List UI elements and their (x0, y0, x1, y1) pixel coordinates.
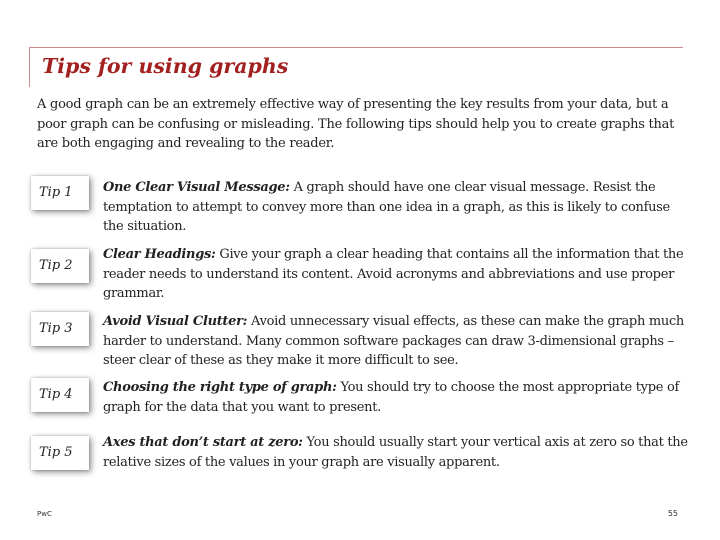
tip-3-text (103, 312, 693, 371)
tip-5-text (103, 433, 693, 472)
tip-3-heading: Avoid Visual Clutter: (103, 314, 248, 329)
tip-5-body: You should usually start your vertical axis at zero so that the relative sizes of the values in your graph are visually apparent. (103, 435, 688, 470)
tip-5-label: Tip 5 (31, 436, 89, 470)
tip-4-body: You should try to choose the most appropriate type of graph for the data that you want to present. (103, 380, 679, 415)
tip-1-text (103, 178, 693, 237)
tip-2-label: Tip 2 (31, 249, 89, 283)
tip-2-text (103, 245, 693, 304)
title-frame-left-rule (29, 47, 30, 87)
page-number: 55 (667, 509, 678, 518)
tip-2-heading: Clear Headings: (103, 247, 216, 262)
tip-4-text (103, 378, 693, 417)
tip-5-heading: Axes that don’t start at zero: (103, 435, 303, 450)
tip-1-label: Tip 1 (31, 176, 89, 210)
tip-1-body: A graph should have one clear visual message. Resist the temptation to attempt to convey more than one idea in a graph, as this is likely to confuse the situation. (103, 180, 670, 234)
title-frame-top-rule (29, 47, 683, 48)
pwc-logo: PwC (37, 510, 52, 518)
tip-4-heading: Choosing the right type of graph: (103, 380, 337, 395)
tip-4-label: Tip 4 (31, 378, 89, 412)
tip-3-body: Avoid unnecessary visual effects, as these can make the graph much harder to understand. Many common software packages can draw 3-dimensional graphs – steer clear of these as they make it more difficult to see. (103, 314, 685, 368)
slide-title: Tips for using graphs (42, 54, 289, 78)
intro-paragraph: A good graph can be an extremely effective way of presenting the key results from your data, but a poor graph can be confusing or misleading. The following tips should help you to create graphs that are both engaging and revealing to the reader. (37, 97, 675, 151)
tip-3-label: Tip 3 (31, 312, 89, 346)
tip-1-heading: One Clear Visual Message: (103, 180, 290, 195)
tip-2-body: Give your graph a clear heading that contains all the information that the reader needs to understand its content. Avoid acronyms and abbreviations and use proper grammar. (103, 247, 684, 301)
